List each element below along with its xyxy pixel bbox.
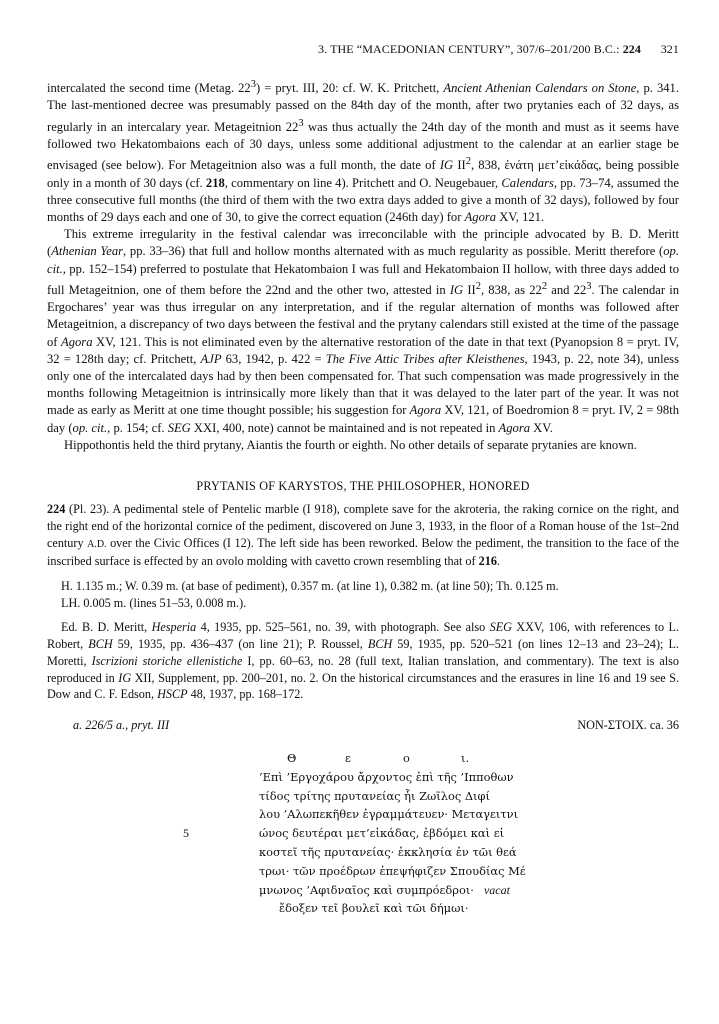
editions-paragraph: Ed. B. D. Meritt, Hesperia 4, 1935, pp. 525–561, no. 39, with photograph. See also SEG XXV, 106, with references to L. Robert, BCH 59, 1935, pp. 436–437 (on line 21); P. Roussel, BCH 59, 1935, pp. 520–521 (on lines 12–13 and 23–24); L. Moretti, Iscrizioni storiche ellenistiche I, pp. 60–63, no. 28 (full text, Italian translation, and commentary). The text is also reproduced in IG XII, Supplement, pp. 200–201, no. 2. On the historical circumstances and the erasures in line 16 and 19 see S. Dow and C. F. Edson, HSCP 48, 1937, pp. 168–172. xyxy=(47,620,680,702)
entry-description: 224 (Pl. 23). A pedimental stele of Pentelic marble (I 918), complete save for the akroteria, the raking cornice on the right, and the right end of the horizontal cornice of the pediment, discovered on June 3, 1933, in the floor of a Roman house of the 1st–2nd century A.D. over the Civic Offices (I 12). The left side has been reworked. Below the pediment, the transition to the face of the inscribed surface is effected by an ovolo molding with cavetto crown resembling that of 216. xyxy=(47,502,680,569)
inscription-line: κοστεῖ τῆς πρυτανείας· ἐκκλησία ἐν τῶι θεά xyxy=(259,844,517,859)
date-row xyxy=(47,717,679,735)
inscription-line-5: 5 ώνος δευτέραι μετ’εἰκάδας, ἑβδόμει καὶ εἰ xyxy=(47,824,679,843)
page-header xyxy=(47,42,679,58)
inscription-line: τρωι· τῶν προέδρων ἐπεψήφιζεν Σπουδίας Μέ xyxy=(259,863,526,878)
measurements-line-2: LH. 0.005 m. (lines 51–53, 0.008 m.). xyxy=(61,595,247,610)
line-number: 5 xyxy=(183,826,189,841)
vacat-mark: vacat xyxy=(483,882,510,897)
spacer xyxy=(47,611,679,619)
inscription-line: μνωνος ’Αφιδναῖος καὶ συμπρόεδροι· vacat xyxy=(259,882,510,897)
document-page xyxy=(47,0,679,1024)
page-body xyxy=(47,76,679,918)
running-head-number: 224 xyxy=(622,42,641,56)
page-number: 321 xyxy=(660,42,679,56)
entry-number: 224 xyxy=(47,502,66,517)
stoichedon-note: NON-ΣΤΟΙΧ. ca. 36 xyxy=(577,717,679,732)
measurements-line-1: H. 1.135 m.; W. 0.39 m. (at base of pediment), 0.357 m. (at line 1), 0.382 m. (at line 50); Th. 0.125 m. xyxy=(61,579,559,594)
inscription-line: ’Επὶ ’Εργοχάρου ἄρχοντος ἐπὶ τῆς ’Ιπποθων xyxy=(259,769,514,784)
inscription-date: a. 226/5 a., pryt. III xyxy=(73,717,170,732)
paragraph-continuation: intercalated the second time (Metag. $22^3$) = pryt. III, 20: cf. W. K. Pritchett, Ancient Athenian Calendars on Stone, p. 341. The last-mentioned decree was presumably passed on the 84th day of the month, after two prytanies each of 32 days, as regularly in an intercalary year. Metageitnion $22^3$ was thus actually the 24th day of the month and must as it seems have followed two Hekatombaions each of 30 days, unless some additional adjustment to the calendar at an earlier stage be envisaged (see below). For Metageitnion also was a full month, the date of IG $II^2$, 838, ἐνάτη μετ’εἰκάδας, being possible only in a month of 30 days (cf. 218, commentary on line 4). Pritchett and O. Neugebauer, Calendars, pp. 73–74, assumed the three consecutive full months (the third of them with the two extra days added to give a month of 32 days), followed by four months of 29 days each and one of 30, to give the correct equation (246th day) for Agora XV, 121. xyxy=(47,79,680,224)
inscription-line: ἔδοξεν τεῖ βουλεῖ καὶ τῶι δήμωι· xyxy=(279,901,469,916)
running-head: 3. THE “MACEDONIAN CENTURY”, 307/6–201/200 B.C.: 224 xyxy=(318,42,641,56)
inscription-line: λου ’Αλωπεκῆθεν ἐγραμμάτευεν· Μεταγειτνι xyxy=(259,807,519,822)
paragraph-prytanies: Hippothontis held the third prytany, Aiantis the fourth or eighth. No other details of separate prytanies are known. xyxy=(64,437,637,452)
inscription-text xyxy=(47,749,679,918)
inscription-heading: Θ ε ο ι. xyxy=(287,750,470,765)
inscription-line: τίδος τρίτης πρυτανείας ἧι Ζωῖλος Διφί xyxy=(259,788,490,803)
section-title: PRYTANIS OF KARYSTOS, THE PHILOSOPHER, HONORED xyxy=(196,479,530,494)
spacer xyxy=(47,570,679,578)
paragraph-irregularity: This extreme irregularity in the festival calendar was irreconcilable with the principle advocated by B. D. Meritt (Athenian Year, pp. 33–36) that full and hollow months alternated with as much regularity as possible. Meritt therefore (op. cit., pp. 152–154) preferred to postulate that Hekatombaion I was full and Hekatombaion II hollow, with three days added to full Metageitnion, one of them before the 22nd and the other two, attested in IG $II^2$, 838, as $22^2$ and $22^3$. The calendar in Ergochares’ year was thus irregular on any interpretation, and if the regular alternation of months was followed after Metageitnion, a discrepancy of two days between the festival and the prytany calendars still existed at the time of the passage of Agora XV, 121. This is not eliminated even by the alternative restoration of the date in that text (Pyanopsion 8 = pryt. IV, 32 = 128th day; cf. Pritchett, AJP 63, 1942, p. 422 = The Five Attic Tribes after Kleisthenes, 1943, p. 22, note 34), unless only one of the intercalated days had by then been compensated for. That such compensation was made progressively in the months following Metageitnion is intrinsically more likely than that it was delayed to the later part of the year. It was not made as early as Meritt at one time thought possible; his suggestion for Agora XV, 121, of Boedromion 8 = pryt. IV, 2 = 98th day (op. cit., p. 154; cf. SEG XXI, 400, note) cannot be maintained and is not repeated in Agora XV. xyxy=(47,227,680,435)
